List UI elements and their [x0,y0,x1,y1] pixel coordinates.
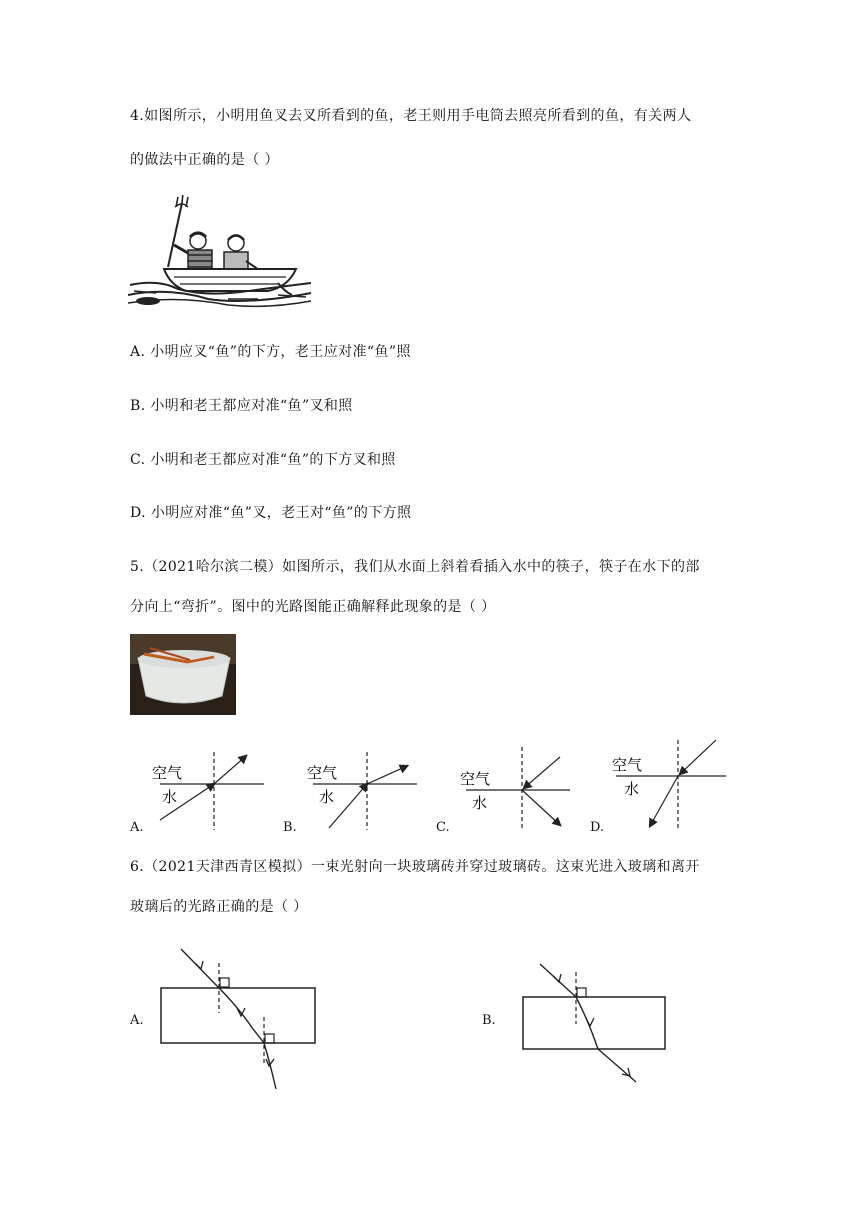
q4-option-d: D. 小明应对准“鱼”叉，老王对“鱼”的下方照 [130,505,412,521]
q6-option-b-label: B. [482,1013,496,1028]
water-label: 水 [319,788,335,806]
q5-diagram-b [303,750,421,832]
q5-diagram-c [456,745,574,831]
q6-diagram-a [150,945,330,1095]
q4-option-b: B. 小明和老王都应对准“鱼”叉和照 [130,398,353,414]
q4-text-line2: 的做法中正确的是（ ） [130,152,279,168]
water-label: 水 [162,788,178,806]
chopsticks-bowl-photo [130,634,236,715]
q5-diagram-a [150,750,268,832]
q5-diagram-d [612,738,730,830]
q4-option-a: A. 小明应叉“鱼”的下方，老王应对准“鱼”照 [130,344,411,360]
q4-text-line1: 4.如图所示，小明用鱼叉去叉所看到的鱼，老王则用手电筒去照亮所看到的鱼，有关两人 [130,108,692,124]
q5-option-d-label: D. [590,820,605,835]
air-label: 空气 [612,756,643,774]
q5-option-a-label: A. [130,820,144,835]
water-label: 水 [472,794,488,812]
q5-option-b-label: B. [283,820,297,835]
air-label: 空气 [307,764,338,782]
q6-diagram-b [512,958,682,1088]
air-label: 空气 [152,764,183,782]
q5-option-c-label: C. [436,820,450,835]
q6-text-line1: 6.（2021天津西青区模拟）一束光射向一块玻璃砖并穿过玻璃砖。这束光进入玻璃和离开 [130,859,700,875]
air-label: 空气 [460,770,491,788]
boat-fishing-illustration [128,195,313,310]
q5-text-line2: 分向上“弯折”。图中的光路图能正确解释此现象的是（ ） [130,599,496,615]
q4-option-c: C. 小明和老王都应对准“鱼”的下方叉和照 [130,452,396,468]
q6-option-a-label: A. [130,1013,144,1028]
q6-text-line2: 玻璃后的光路正确的是（ ） [130,899,308,915]
q5-text-line1: 5.（2021哈尔滨二模）如图所示，我们从水面上斜着看插入水中的筷子，筷子在水下的部 [130,559,700,575]
water-label: 水 [624,780,640,798]
